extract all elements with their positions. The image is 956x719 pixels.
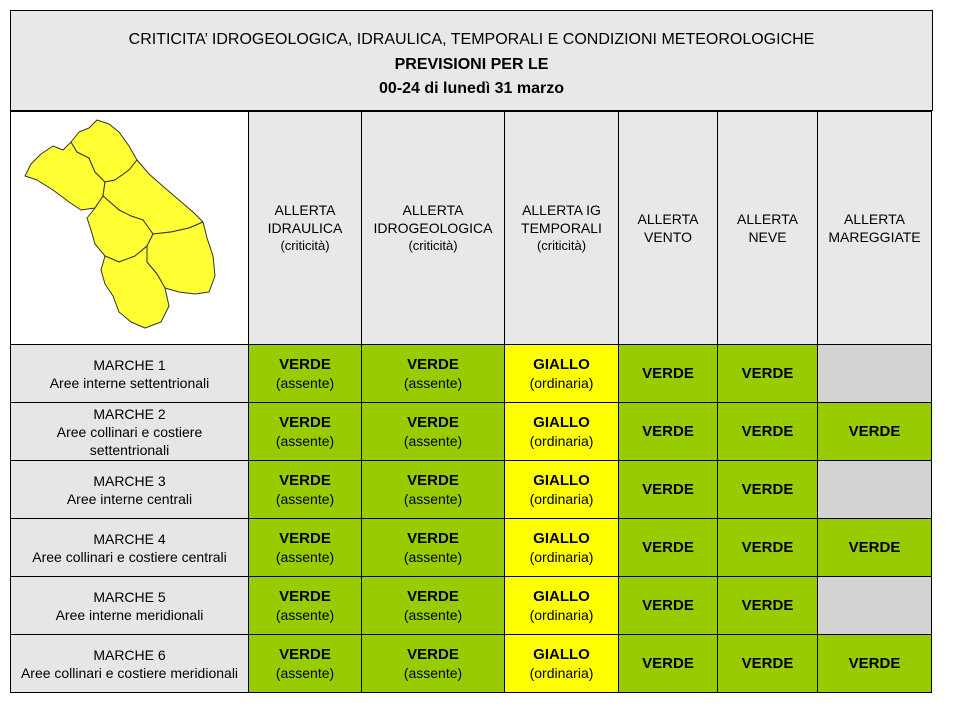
column-header-neve: ALLERTA NEVE xyxy=(718,112,818,345)
alert-level-description: (ordinaria) xyxy=(529,548,594,565)
alert-level: VERDE xyxy=(279,587,331,605)
alert-level: VERDE xyxy=(741,364,794,382)
zone-description: Aree interne settentrionali xyxy=(49,374,210,391)
alert-level-description: (ordinaria) xyxy=(529,664,594,681)
alert-level-description: (ordinaria) xyxy=(529,432,594,449)
alert-cell-vento xyxy=(619,461,718,519)
marche-region-map xyxy=(19,116,235,336)
alert-level: VERDE xyxy=(407,529,459,547)
alert-level: VERDE xyxy=(741,538,794,556)
alert-level-description: (assente) xyxy=(403,548,463,565)
alert-cell-temporali xyxy=(505,461,619,519)
bulletin-header xyxy=(10,10,933,111)
zone-name: MARCHE 1 xyxy=(93,356,166,373)
alert-level-description: (assente) xyxy=(275,548,335,565)
alert-level-description: (assente) xyxy=(403,664,463,681)
alert-level: VERDE xyxy=(642,364,694,382)
zone-name-cell xyxy=(11,345,249,403)
zone-name: MARCHE 5 xyxy=(93,588,166,605)
alert-level: VERDE xyxy=(741,422,794,440)
zone-name-cell xyxy=(11,403,249,461)
alert-level: VERDE xyxy=(279,471,331,489)
alert-level: GIALLO xyxy=(533,471,590,489)
region-map-cell xyxy=(11,112,249,345)
alert-cell-mareggiate xyxy=(818,635,932,693)
zone-5-label: 5 xyxy=(127,273,137,292)
alert-cell-idraulica xyxy=(249,403,362,461)
alert-cell-idraulica xyxy=(249,519,362,577)
alert-cell-idrogeologica xyxy=(362,461,505,519)
alert-level-description: (assente) xyxy=(275,664,335,681)
alert-level-description: (assente) xyxy=(403,432,463,449)
alert-level: VERDE xyxy=(848,538,901,556)
alert-level-description: (ordinaria) xyxy=(529,606,594,623)
alert-cell-neve xyxy=(718,461,818,519)
alert-level: VERDE xyxy=(741,654,794,672)
column-header-vento: ALLERTA VENTO xyxy=(619,112,718,345)
alert-cell-vento xyxy=(619,519,718,577)
alert-level: VERDE xyxy=(279,355,331,373)
alert-cell-temporali xyxy=(505,635,619,693)
alert-level: VERDE xyxy=(741,596,794,614)
zone-1-label: 1 xyxy=(65,171,75,190)
alert-level: VERDE xyxy=(407,587,459,605)
zone-2-label: 2 xyxy=(95,139,105,158)
alert-cell-vento xyxy=(619,577,718,635)
forecast-label: PREVISIONI PER LE xyxy=(394,56,549,73)
column-header-mareggiate: ALLERTA MAREGGIATE xyxy=(818,112,932,345)
alert-cell-neve xyxy=(718,345,818,403)
alert-cell-idraulica xyxy=(249,635,362,693)
alert-cell-temporali xyxy=(505,519,619,577)
alert-cell-mareggiate xyxy=(818,345,932,403)
zone-description: Aree interne centrali xyxy=(66,490,193,507)
alert-cell-mareggiate xyxy=(818,461,932,519)
alert-level-description: (assente) xyxy=(275,374,335,391)
alert-cell-idrogeologica xyxy=(362,635,505,693)
alert-cell-neve xyxy=(718,403,818,461)
alert-level-description: (ordinaria) xyxy=(529,374,594,391)
alert-cell-idrogeologica xyxy=(362,519,505,577)
alert-level-description: (assente) xyxy=(275,432,335,449)
column-header-idrogeologica: ALLERTA IDROGEOLOGICA (criticità) xyxy=(362,112,505,345)
alert-level: VERDE xyxy=(642,422,694,440)
alert-cell-vento xyxy=(619,635,718,693)
alert-level: VERDE xyxy=(741,480,794,498)
column-header-idraulica: ALLERTA IDRAULICA (criticità) xyxy=(249,112,362,345)
zone-row xyxy=(11,519,932,577)
alert-level: VERDE xyxy=(642,654,694,672)
forecast-date: 00-24 di lunedì 31 marzo xyxy=(379,80,564,97)
alert-level-description: (ordinaria) xyxy=(529,490,594,507)
alert-level: VERDE xyxy=(407,471,459,489)
alert-cell-temporali xyxy=(505,577,619,635)
alert-level-description: (assente) xyxy=(275,490,335,507)
zone-description: Aree collinari e costiere xyxy=(56,423,203,440)
zone-row xyxy=(11,403,932,461)
alert-level-description: (assente) xyxy=(403,490,463,507)
alert-cell-mareggiate xyxy=(818,403,932,461)
zone-6-label: 6 xyxy=(173,249,183,268)
alert-cell-idrogeologica xyxy=(362,345,505,403)
zone-row xyxy=(11,635,932,693)
alert-level: VERDE xyxy=(848,654,901,672)
alert-cell-temporali xyxy=(505,403,619,461)
zone-row xyxy=(11,461,932,519)
bulletin xyxy=(10,10,933,694)
alert-table xyxy=(10,111,932,693)
alert-level: GIALLO xyxy=(533,645,590,663)
zone-3-label: 3 xyxy=(111,223,121,242)
zone-description: settentrionali xyxy=(89,441,170,458)
zone-description: Aree collinari e costiere meridionali xyxy=(20,664,239,681)
zone-name: MARCHE 3 xyxy=(93,472,166,489)
alert-cell-idraulica xyxy=(249,345,362,403)
zone-name: MARCHE 4 xyxy=(93,530,166,547)
column-header-temporali: ALLERTA IG TEMPORALI (criticità) xyxy=(505,112,619,345)
alert-cell-neve xyxy=(718,635,818,693)
alert-cell-vento xyxy=(619,403,718,461)
alert-level: VERDE xyxy=(279,413,331,431)
zone-4-label: 4 xyxy=(141,183,151,202)
alert-level-description: (assente) xyxy=(275,606,335,623)
zone-name: MARCHE 6 xyxy=(93,646,166,663)
alert-level: VERDE xyxy=(642,480,694,498)
zone-name-cell xyxy=(11,519,249,577)
alert-cell-mareggiate xyxy=(818,577,932,635)
zone-row xyxy=(11,577,932,635)
alert-level: VERDE xyxy=(407,645,459,663)
alert-level: GIALLO xyxy=(533,529,590,547)
alert-cell-mareggiate xyxy=(818,519,932,577)
alert-level: VERDE xyxy=(279,529,331,547)
alert-level: VERDE xyxy=(642,596,694,614)
alert-cell-idraulica xyxy=(249,461,362,519)
zone-row xyxy=(11,345,932,403)
zone-name-cell xyxy=(11,577,249,635)
alert-cell-idraulica xyxy=(249,577,362,635)
alert-cell-vento xyxy=(619,345,718,403)
alert-cell-temporali xyxy=(505,345,619,403)
alert-level: GIALLO xyxy=(533,413,590,431)
alert-level: VERDE xyxy=(642,538,694,556)
bulletin-title: CRITICITA’ IDROGEOLOGICA, IDRAULICA, TEMPORALI E CONDIZIONI METEOROLOGICHE xyxy=(128,31,815,48)
zone-name-cell xyxy=(11,635,249,693)
alert-level: GIALLO xyxy=(533,587,590,605)
alert-cell-idrogeologica xyxy=(362,577,505,635)
alert-level: VERDE xyxy=(848,422,901,440)
zone-name-cell xyxy=(11,461,249,519)
alert-level-description: (assente) xyxy=(403,374,463,391)
column-header-row xyxy=(11,112,932,345)
alert-level: VERDE xyxy=(407,413,459,431)
alert-level: VERDE xyxy=(407,355,459,373)
alert-level-description: (assente) xyxy=(403,606,463,623)
alert-cell-idrogeologica xyxy=(362,403,505,461)
alert-cell-neve xyxy=(718,519,818,577)
alert-level: GIALLO xyxy=(533,355,590,373)
alert-cell-neve xyxy=(718,577,818,635)
zone-description: Aree collinari e costiere centrali xyxy=(32,548,227,565)
zone-description: Aree interne meridionali xyxy=(55,606,204,623)
zone-name: MARCHE 2 xyxy=(93,405,166,422)
alert-level: VERDE xyxy=(279,645,331,663)
